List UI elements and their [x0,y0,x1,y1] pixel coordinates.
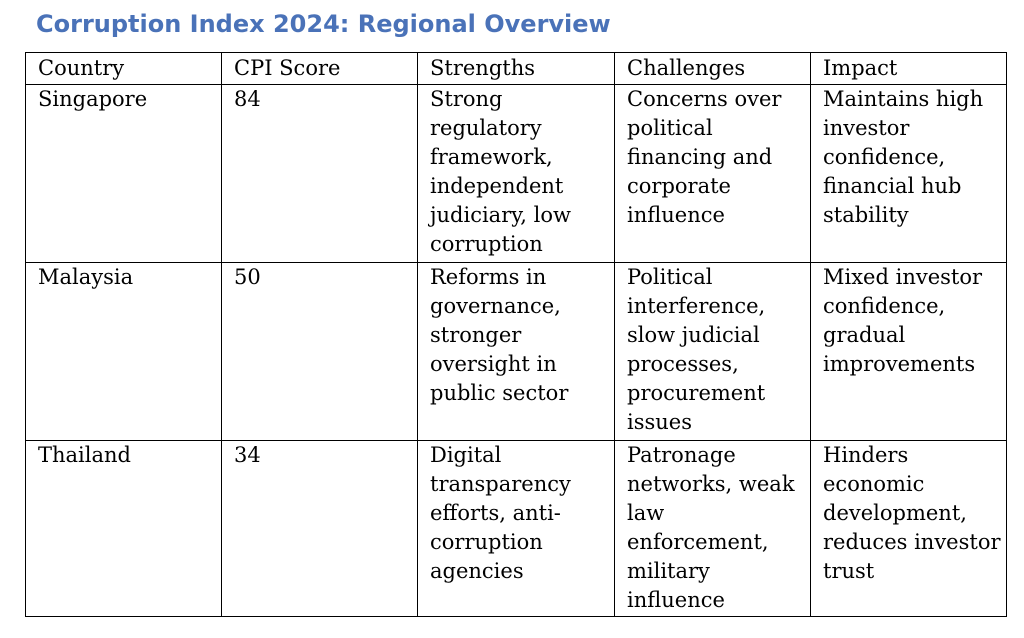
table-header-row [26,53,1007,85]
cell-impact: Hinders economic development, reduces investor trust [811,441,1007,617]
cell-challenges: Concerns over political financing and corporate influence [615,85,811,263]
cpi-table [25,52,1007,617]
cell-country: Thailand [26,441,222,617]
cell-challenges: Patronage networks, weak law enforcement, military influence [615,441,811,617]
column-header-strengths: Strengths [418,53,615,85]
column-header-cpi-score: CPI Score [222,53,418,85]
cell-cpi-score: 50 [222,263,418,441]
table-row [26,85,1007,263]
table-row [26,263,1007,441]
cell-impact: Maintains high investor confidence, financial hub stability [811,85,1007,263]
column-header-challenges: Challenges [615,53,811,85]
table-row [26,441,1007,617]
cell-strengths: Digital transparency efforts, anti-corruption agencies [418,441,615,617]
page-title: Corruption Index 2024: Regional Overview [36,10,611,38]
column-header-country: Country [26,53,222,85]
cell-strengths: Strong regulatory framework, independent judiciary, low corruption [418,85,615,263]
cell-cpi-score: 34 [222,441,418,617]
cell-country: Singapore [26,85,222,263]
cell-cpi-score: 84 [222,85,418,263]
cell-challenges: Political interference, slow judicial processes, procurement issues [615,263,811,441]
cell-country: Malaysia [26,263,222,441]
cell-strengths: Reforms in governance, stronger oversight in public sector [418,263,615,441]
cell-impact: Mixed investor confidence, gradual improvements [811,263,1007,441]
column-header-impact: Impact [811,53,1007,85]
